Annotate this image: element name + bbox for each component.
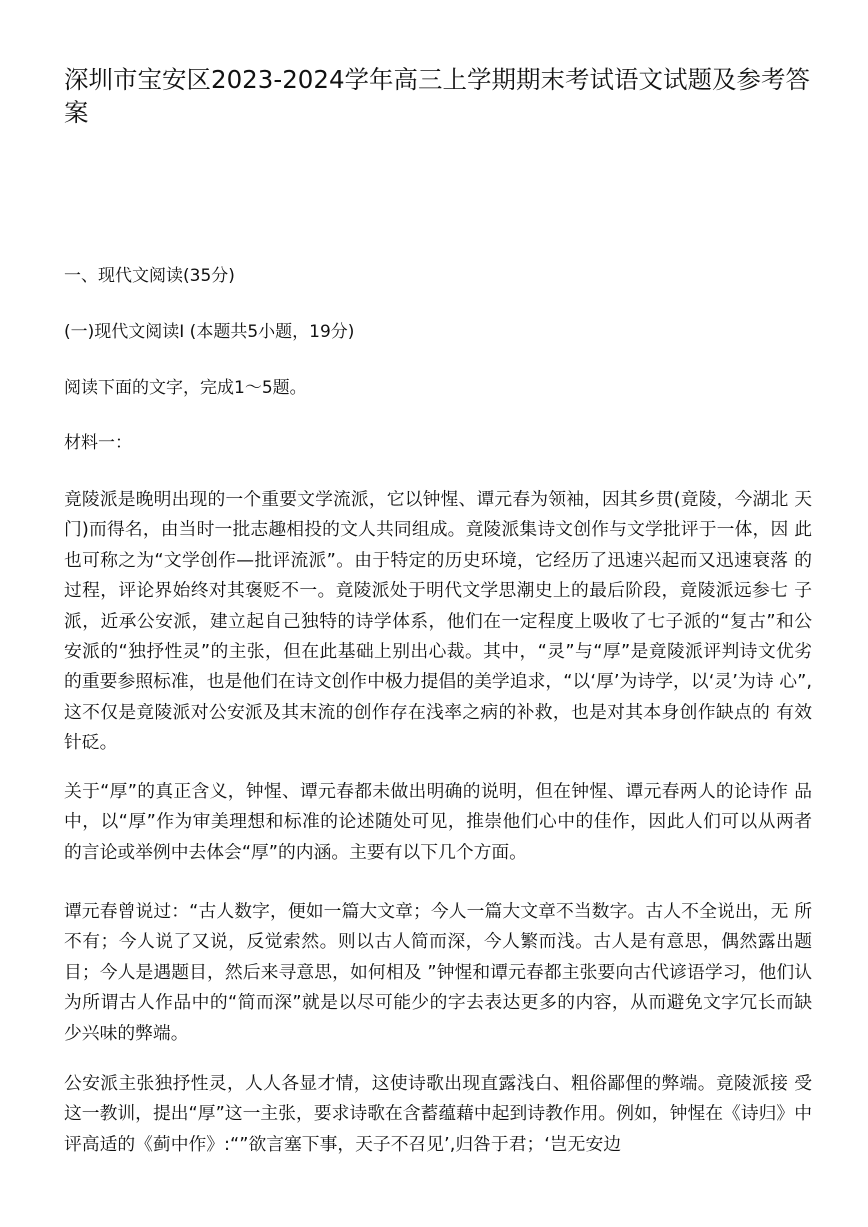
body-paragraph: 公安派主张独抒性灵，人人各显才情，这使诗歌出现直露浅白、粗俗鄙俚的弊端。竟陵派接 受这一教训，提出“厚”这一主张，要求诗歌在含蓄蕴藉中起到诗教作用。例如，钟惺在《诗归》中 评高适的《蓟中作》:“”欲言塞下事，天子不召见’,归咎于君；‘岂无安边 [64,1073,812,1155]
reading-instruction: 阅读下面的文字，完成1～5题。 [64,378,307,398]
subsection-heading: (一)现代文阅读I (本题共5小题，19分) [64,322,355,342]
body-paragraph: 谭元春曾说过：“古人数字，便如一篇大文章；今人一篇大文章不当数字。古人不全说出，无 所不有；今人说了又说，反觉索然。则以古人简而深，今人繁而浅。古人是有意思，偶然露出题 目；今人是遇题目，然后来寻意思，如何相及 ”钟惺和谭元春都主张要向古代谚语学习，他们认 为所谓古人作品中的“简而深”就是以尽可能少的字去表达更多的内容，从而避免文字冗长而缺 少兴味的弊端。 [64,901,812,1044]
document-title: 深圳市宝安区2023-2024学年高三上学期期末考试语文试题及参考答案 [64,65,811,127]
body-paragraph: 关于“厚”的真正含义，钟惺、谭元春都未做出明确的说明，但在钟惺、谭元春两人的论诗作 品中，以“厚”作为审美理想和标准的论述随处可见，推崇他们心中的佳作，因此人们可以从两者 的言论或举例中去体会“厚”的内涵。主要有以下几个方面。 [64,781,812,863]
section-heading: 一、现代文阅读(35分) [64,266,235,286]
material-label: 材料一： [64,433,132,453]
body-paragraph: 竟陵派是晚明出现的一个重要文学流派，它以钟惺、谭元春为领袖，因其乡贯(竟陵，今湖北 天门)而得名，由当时一批志趣相投的文人共同组成。竟陵派集诗文创作与文学批评于一体，因 此也可称之为“文学创作—批评流派”。由于特定的历史环境，它经历了迅速兴起而又迅速衰落 的过程，评论界始终对其褒贬不一。竟陵派处于明代文学思潮史上的最后阶段，竟陵派远参七 子派，近承公安派，建立起自己独特的诗学体系，他们在一定程度上吸收了七子派的“复古”和公 安派的“独抒性灵”的主张，但在此基础上别出心裁。其中，“灵”与“厚”是竟陵派评判诗文优劣 的重要参照标准，也是他们在诗文创作中极力提倡的美学追求，“以‘厚’为诗学，以‘灵’为诗 心”,这不仅是竟陵派对公安派及其末流的创作存在浅率之病的补救，也是对其本身创作缺点的 有效针砭。 [64,489,812,754]
